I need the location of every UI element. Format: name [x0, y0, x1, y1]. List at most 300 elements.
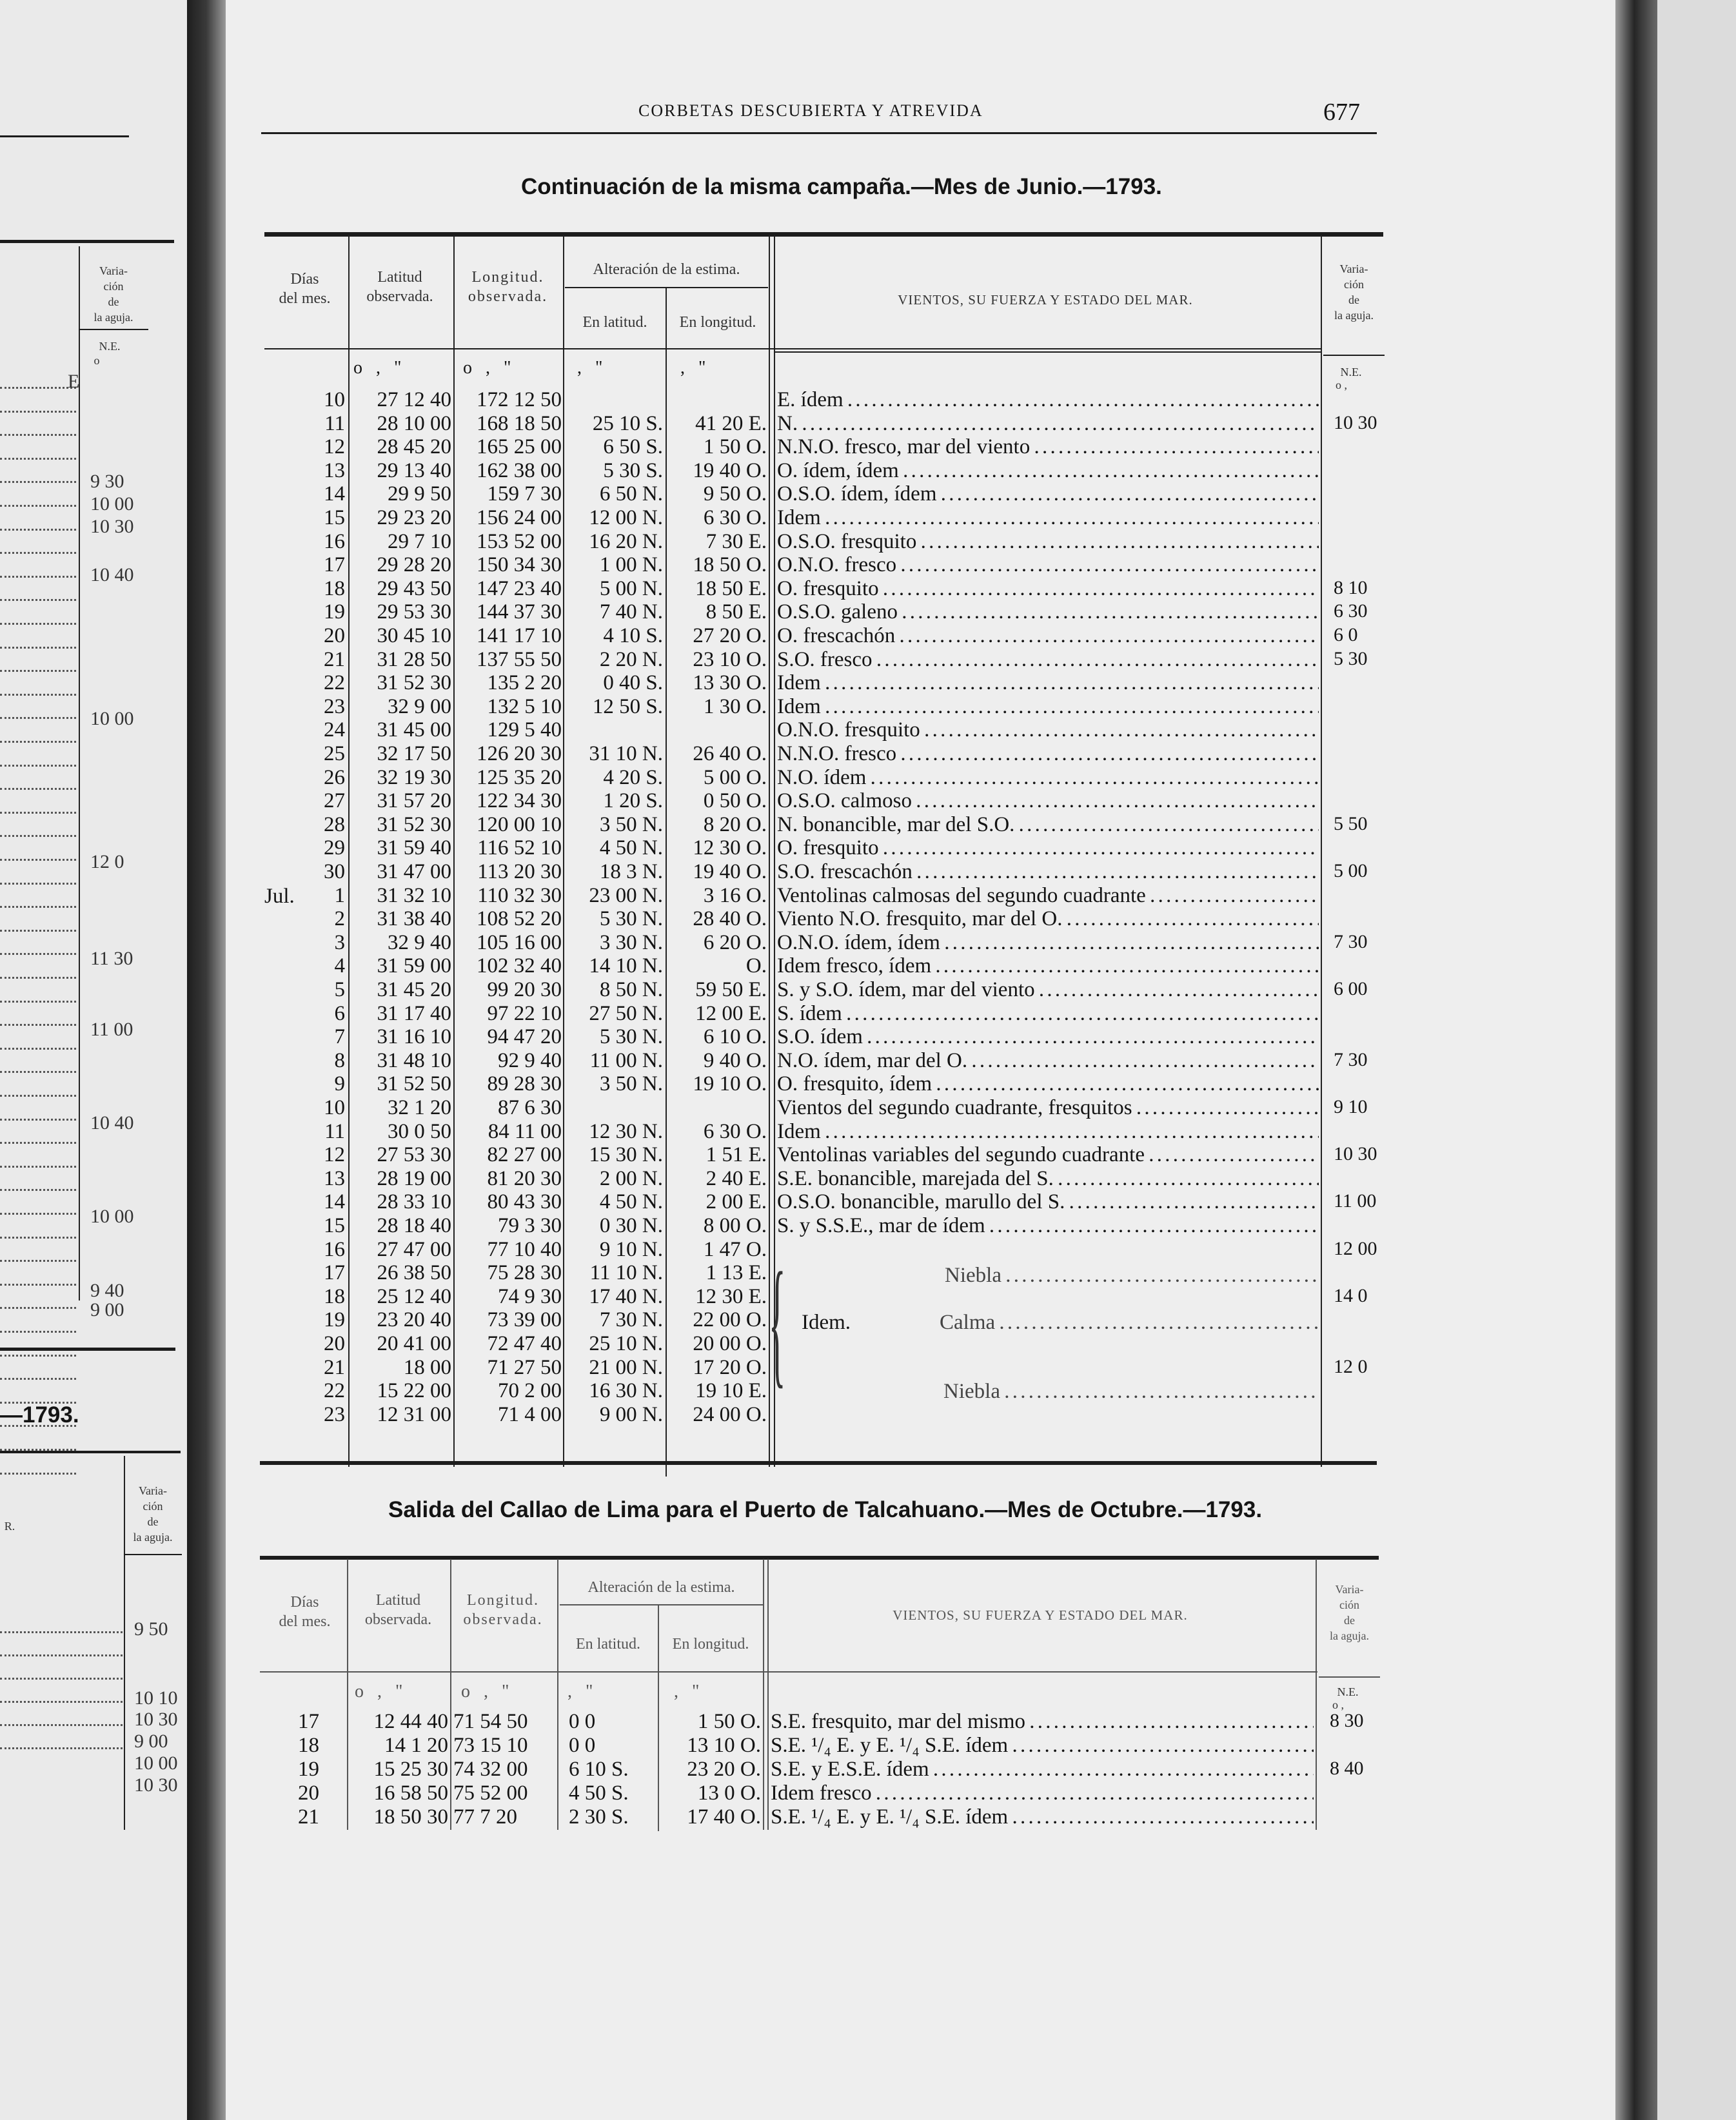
alt-longitude-cell: 17 40 O. — [687, 1805, 761, 1829]
table2-header-variation: Varia- ción de la aguja. — [1330, 1583, 1369, 1642]
latitude-cell: 31 59 00 — [377, 954, 451, 977]
prev-variation-value: 10 10 — [134, 1687, 178, 1709]
alt-longitude-cell: 18 50 O. — [693, 553, 767, 576]
wind-cell — [777, 1049, 1319, 1073]
prev-variation-value: 10 00 — [90, 493, 134, 515]
alt-longitude-cell: 18 50 E. — [695, 577, 767, 600]
table2-title: Salida del Callao de Lima para el Puerto de Talcahuano.—Mes de Octubre.—1793. — [388, 1497, 1263, 1522]
table1-var-deg: o , — [1336, 378, 1347, 391]
alt-longitude-cell: 1 30 O. — [703, 695, 767, 718]
longitude-cell: 102 32 40 — [477, 954, 562, 977]
alt-longitude-cell: 19 40 O. — [693, 459, 767, 482]
latitude-cell: 27 53 30 — [377, 1143, 451, 1166]
longitude-cell: 71 27 50 — [487, 1356, 562, 1379]
table2-var-rule — [1319, 1676, 1380, 1678]
latitude-cell: 29 28 20 — [377, 553, 451, 576]
prev-dot-leader — [0, 694, 76, 697]
wind-cell — [777, 931, 1319, 955]
longitude-cell: 81 20 30 — [487, 1167, 562, 1190]
longitude-cell: 125 35 20 — [477, 766, 562, 789]
alt-longitude-cell: 12 30 O. — [693, 836, 767, 859]
latitude-cell: 23 20 40 — [377, 1308, 451, 1331]
longitude-cell: 159 7 30 — [487, 482, 562, 505]
table1-header-rule — [264, 348, 1322, 349]
table1-header-lat: Latitud observada. — [366, 269, 433, 305]
variation-cell: 8 30 — [1330, 1710, 1364, 1731]
alt-latitude-cell: 5 30 S. — [603, 459, 663, 482]
alt-latitude-cell: 12 00 N. — [589, 506, 663, 529]
prev-dot-leader — [0, 1213, 76, 1216]
prev-header-rule-2 — [124, 1554, 182, 1555]
table1-alt-rule — [565, 287, 768, 288]
longitude-cell: 74 32 00 — [453, 1758, 528, 1781]
alt-latitude-cell: 1 00 N. — [599, 553, 663, 576]
prev-dot-leader — [0, 1189, 76, 1192]
alt-longitude-cell: 1 51 E. — [705, 1143, 767, 1166]
longitude-cell: 137 55 50 — [477, 648, 562, 671]
wind-cell — [771, 1781, 1314, 1805]
longitude-cell: 144 37 30 — [477, 600, 562, 623]
latitude-cell: 31 48 10 — [377, 1049, 451, 1072]
day-cell: 23 — [324, 695, 345, 718]
latitude-cell: 25 12 40 — [377, 1285, 451, 1308]
alt-longitude-cell: 27 20 O. — [693, 624, 767, 647]
alt-longitude-cell: 28 40 O. — [693, 907, 767, 930]
latitude-cell: 31 52 30 — [377, 671, 451, 694]
wind-cell — [777, 836, 1319, 860]
alt-latitude-cell: 6 50 N. — [599, 482, 663, 505]
latitude-cell: 32 1 20 — [388, 1096, 451, 1119]
alt-latitude-cell: 2 20 N. — [599, 648, 663, 671]
longitude-cell: 132 5 10 — [487, 695, 562, 718]
day-cell: 7 — [334, 1025, 345, 1048]
prev-dot-leader — [0, 1284, 76, 1287]
longitude-cell: 172 12 50 — [477, 388, 562, 411]
alt-longitude-cell: 13 30 O. — [693, 671, 767, 694]
latitude-cell: 15 22 00 — [377, 1379, 451, 1402]
alt-longitude-cell: 5 00 O. — [703, 766, 767, 789]
table1-column-line — [348, 235, 350, 1467]
alt-latitude-cell: 2 30 S. — [569, 1805, 629, 1829]
alt-longitude-cell: 1 47 O. — [703, 1238, 767, 1261]
wind-cell — [777, 600, 1319, 624]
day-cell: 10 — [324, 1096, 345, 1119]
wind-text: S. ídem — [777, 1002, 842, 1025]
wind-cell — [777, 742, 1319, 766]
table2-unit-alt-lon: , " — [674, 1682, 700, 1702]
wind-cell — [777, 1002, 1319, 1026]
table1-column-line — [666, 287, 667, 1477]
wind-text: N. bonancible, mar del S.O. — [777, 813, 1015, 836]
alt-longitude-cell: 19 40 O. — [693, 860, 767, 883]
alt-longitude-cell: 0 50 O. — [703, 789, 767, 812]
longitude-cell: 129 5 40 — [487, 718, 562, 741]
wind-cell — [777, 553, 1319, 577]
day-cell: 13 — [324, 459, 345, 482]
table2-unit-alt-lat: , " — [567, 1682, 593, 1702]
wind-text: N.N.O. fresco, mar del viento — [777, 435, 1031, 458]
alt-longitude-cell: 9 40 O. — [703, 1049, 767, 1072]
prev-dot-leader — [0, 1631, 123, 1634]
latitude-cell: 31 32 10 — [377, 884, 451, 907]
longitude-cell: 73 39 00 — [487, 1308, 562, 1331]
prev-dot-leader — [0, 1355, 76, 1358]
variation-cell: 11 00 — [1334, 1190, 1377, 1212]
prev-variation-value: 9 40 — [90, 1280, 124, 1301]
table1-header-day: Días del mes. — [279, 271, 331, 307]
longitude-cell: 110 32 30 — [477, 884, 562, 907]
alt-latitude-cell: 25 10 S. — [592, 412, 663, 435]
prev-dot-leader — [0, 458, 76, 461]
prev-dot-leader — [0, 1678, 123, 1681]
wind-cell — [777, 1025, 1319, 1049]
wind-text: E. ídem — [777, 388, 843, 411]
prev-dot-leader — [0, 883, 76, 886]
prev-dot-leader — [0, 434, 76, 437]
day-cell: 17 — [324, 1261, 345, 1284]
prev-dot-leader — [0, 529, 76, 532]
prev-dot-leader — [0, 906, 76, 909]
day-cell: 12 — [324, 1143, 345, 1166]
alt-longitude-cell: 59 50 E. — [695, 978, 767, 1001]
prev-e-letter: E — [68, 371, 80, 392]
latitude-cell: 12 44 40 — [373, 1710, 448, 1733]
alt-longitude-cell: 23 10 O. — [693, 648, 767, 671]
wind-text: O.N.O. fresco — [777, 553, 897, 576]
prev-dot-leader — [0, 576, 76, 579]
prev-ns-label: N.E. — [99, 340, 121, 353]
wind-text: O. fresquito, ídem — [777, 1072, 932, 1095]
day-cell: 25 — [324, 742, 345, 765]
wind-cell — [777, 624, 1319, 648]
table2-header-alt-lon: En longitud. — [672, 1636, 749, 1653]
day-cell: 15 — [324, 1214, 345, 1237]
day-cell: 19 — [324, 600, 345, 623]
wind-text: O. fresquito — [777, 836, 879, 859]
wind-cell — [777, 718, 1319, 742]
longitude-cell: 113 20 30 — [477, 860, 562, 883]
table1-winds-rule — [774, 351, 1321, 353]
prev-variation-value: 10 40 — [90, 1112, 134, 1134]
table2-var-deg: o , — [1332, 1698, 1344, 1711]
latitude-cell: 27 12 40 — [377, 388, 451, 411]
month-label: Jul. — [264, 885, 295, 908]
wind-cell — [777, 1190, 1319, 1214]
running-head-rule — [261, 132, 1377, 134]
alt-longitude-cell: 13 0 O. — [697, 1781, 761, 1805]
day-cell: 8 — [334, 1049, 345, 1072]
wind-cell — [777, 435, 1319, 459]
day-cell: 16 — [324, 530, 345, 553]
table1-header-alt-lon: En longitud. — [679, 314, 756, 331]
wind-text: O.S.O. ídem, ídem — [777, 482, 937, 505]
latitude-cell: 15 25 30 — [373, 1758, 448, 1781]
longitude-cell: 77 10 40 — [487, 1238, 562, 1261]
wind-cell — [771, 1710, 1314, 1734]
prev-dot-leader — [0, 953, 76, 956]
prev-dot-leader — [0, 1307, 76, 1310]
page-number: 677 — [1323, 99, 1360, 126]
wind-text: O. fresquito — [777, 577, 879, 600]
wind-cell — [777, 954, 1319, 978]
latitude-cell: 18 50 30 — [373, 1805, 448, 1829]
latitude-cell: 14 1 20 — [384, 1734, 448, 1757]
longitude-cell: 168 18 50 — [477, 412, 562, 435]
wind-cell — [771, 1734, 1314, 1758]
latitude-cell: 18 00 — [403, 1356, 451, 1379]
alt-longitude-cell: 1 50 O. — [703, 435, 767, 458]
brace-calma: Calma . . . — [940, 1311, 1319, 1335]
alt-latitude-cell: 11 00 N. — [589, 1049, 663, 1072]
variation-cell: 9 10 — [1334, 1096, 1368, 1117]
day-cell: 16 — [324, 1238, 345, 1261]
longitude-cell: 99 20 30 — [487, 978, 562, 1001]
wind-text: Idem — [777, 506, 821, 529]
prev-dot-leader — [0, 1331, 76, 1334]
prev-dot-leader — [0, 1142, 76, 1145]
book-spine-shadow — [187, 0, 226, 2120]
latitude-cell: 29 13 40 — [377, 459, 451, 482]
alt-latitude-cell: 1 20 S. — [603, 789, 663, 812]
alt-latitude-cell: 4 50 N. — [599, 836, 663, 859]
prev-dot-leader — [0, 670, 76, 673]
alt-latitude-cell: 7 40 N. — [599, 600, 663, 623]
day-cell: 12 — [324, 435, 345, 458]
day-cell: 15 — [324, 506, 345, 529]
table2-column-line — [1316, 1559, 1317, 1830]
wind-text: Idem — [777, 671, 821, 694]
alt-longitude-cell: 2 00 E. — [705, 1190, 767, 1213]
prev-dot-leader — [0, 1473, 76, 1476]
latitude-cell: 29 9 50 — [388, 482, 451, 505]
prev-dot-leader — [0, 717, 76, 720]
latitude-cell: 29 53 30 — [377, 600, 451, 623]
alt-latitude-cell: 5 30 N. — [599, 907, 663, 930]
prev-dot-leader — [0, 387, 76, 390]
prev-heading-tail: —1793. — [0, 1402, 79, 1428]
day-cell: 10 — [324, 388, 345, 411]
day-cell: 1 — [334, 884, 345, 907]
alt-longitude-cell: 8 20 O. — [703, 813, 767, 836]
alt-latitude-cell: 0 0 — [569, 1710, 596, 1733]
alt-latitude-cell: 23 00 N. — [589, 884, 663, 907]
prev-dot-leader — [0, 835, 76, 838]
day-cell: 4 — [334, 954, 345, 977]
table2-header-lat: Latitud observada. — [364, 1592, 432, 1628]
prev-header-rule — [79, 329, 148, 330]
latitude-cell: 31 59 40 — [377, 836, 451, 859]
prev-column-line — [79, 246, 80, 1300]
prev-dot-leader — [0, 599, 76, 602]
wind-cell — [777, 388, 1319, 412]
alt-longitude-cell: O. — [745, 954, 767, 977]
wind-cell — [777, 1167, 1319, 1191]
latitude-cell: 30 0 50 — [388, 1120, 451, 1143]
table1-header-lon: Longitud. observada. — [468, 269, 548, 305]
alt-longitude-cell: 6 10 O. — [703, 1025, 767, 1048]
table1-var-unit: N.E. — [1340, 366, 1362, 378]
day-cell: 21 — [324, 1356, 345, 1379]
table1-header-winds: VIENTOS, SU FUERZA Y ESTADO DEL MAR. — [898, 292, 1193, 308]
longitude-cell: 73 15 10 — [453, 1734, 528, 1757]
latitude-cell: 27 47 00 — [377, 1238, 451, 1261]
prev-dot-leader — [0, 1119, 76, 1122]
wind-text: Idem fresco — [771, 1781, 872, 1805]
wind-text: S.E. bonancible, marejada del S. — [777, 1167, 1054, 1190]
longitude-cell: 89 28 30 — [487, 1072, 562, 1095]
variation-cell: 5 50 — [1334, 813, 1368, 834]
table1-unit-alt-lat: , " — [577, 358, 603, 378]
wind-text: O.N.O. ídem, ídem — [777, 931, 940, 954]
longitude-cell: 105 16 00 — [477, 931, 562, 954]
table2-header-alteration: Alteración de la estima. — [587, 1579, 735, 1596]
alt-latitude-cell: 6 10 S. — [569, 1758, 629, 1781]
day-cell: 26 — [324, 766, 345, 789]
prev-dot-leader — [0, 481, 76, 484]
wind-text: S.O. frescachón — [777, 860, 912, 883]
prev-variation-value: 10 30 — [134, 1774, 178, 1796]
alt-latitude-cell: 2 00 N. — [599, 1167, 663, 1190]
table2-column-line — [557, 1559, 558, 1830]
alt-latitude-cell: 3 30 N. — [599, 931, 663, 954]
alt-longitude-cell: 8 00 O. — [703, 1214, 767, 1237]
longitude-cell: 84 11 00 — [488, 1120, 562, 1143]
day-cell: 18 — [324, 1285, 345, 1308]
prev-dot-leader — [0, 1654, 123, 1658]
table2-column-line — [767, 1559, 769, 1830]
alt-latitude-cell: 9 10 N. — [599, 1238, 663, 1261]
wind-text: O.S.O. fresquito — [777, 530, 917, 553]
table2-header-alt-lat: En latitud. — [576, 1636, 640, 1653]
alt-latitude-cell: 7 30 N. — [599, 1308, 663, 1331]
prev-dot-leader — [0, 647, 76, 650]
wind-cell — [777, 1072, 1319, 1096]
alt-longitude-cell: 8 50 E. — [705, 600, 767, 623]
longitude-cell: 122 34 30 — [477, 789, 562, 812]
alt-latitude-cell: 4 50 N. — [599, 1190, 663, 1213]
longitude-cell: 97 22 10 — [487, 1002, 562, 1025]
prev-dot-leader — [0, 977, 76, 980]
day-cell: 2 — [334, 907, 345, 930]
wind-text: Idem — [777, 1120, 821, 1143]
prev-dot-leader — [0, 1701, 123, 1704]
alt-latitude-cell: 3 50 N. — [599, 813, 663, 836]
prev-dot-leader — [0, 1166, 76, 1169]
prev-r-label: R. — [4, 1520, 15, 1533]
alt-longitude-cell: 6 30 O. — [703, 1120, 767, 1143]
wind-cell — [777, 506, 1319, 530]
variation-cell: 14 0 — [1334, 1285, 1368, 1306]
prev-dot-leader — [0, 1747, 123, 1751]
wind-cell — [777, 577, 1319, 601]
alt-longitude-cell: 1 50 O. — [697, 1710, 761, 1733]
longitude-cell: 75 52 00 — [453, 1781, 528, 1805]
alt-latitude-cell: 12 30 N. — [589, 1120, 663, 1143]
book-gutter — [1615, 0, 1657, 2120]
wind-cell — [777, 884, 1319, 908]
prev-dot-leader — [0, 765, 76, 768]
day-cell: 3 — [334, 931, 345, 954]
table1-header-alt-lat: En latitud. — [582, 314, 647, 331]
variation-cell: 5 30 — [1334, 648, 1368, 669]
alt-latitude-cell: 8 50 N. — [599, 978, 663, 1001]
alt-latitude-cell: 9 00 N. — [599, 1403, 663, 1426]
longitude-cell: 108 52 20 — [477, 907, 562, 930]
latitude-cell: 28 10 00 — [377, 412, 451, 435]
alt-longitude-cell: 24 00 O. — [693, 1403, 767, 1426]
day-cell: 18 — [298, 1734, 319, 1757]
alt-longitude-cell: 20 00 O. — [693, 1332, 767, 1355]
table2-unit-lon: o , " — [461, 1682, 509, 1702]
brace-idem: Idem. — [802, 1311, 851, 1334]
day-cell: 28 — [324, 813, 345, 836]
prev-variation-value: 11 00 — [90, 1019, 133, 1040]
prev-dot-leader — [0, 812, 76, 815]
wind-text: Idem — [777, 695, 821, 718]
alt-longitude-cell: 1 13 E. — [705, 1261, 767, 1284]
wind-cell — [777, 482, 1319, 506]
wind-text: O. ídem, ídem — [777, 459, 899, 482]
table1-header-variation: Varia- ción de la aguja. — [1334, 262, 1374, 322]
day-cell: 21 — [324, 648, 345, 671]
table1-bottom-rule — [260, 1461, 1377, 1465]
latitude-cell: 32 9 00 — [388, 695, 451, 718]
longitude-cell: 135 2 20 — [487, 671, 562, 694]
alt-latitude-cell: 4 50 S. — [569, 1781, 629, 1805]
alt-longitude-cell: 19 10 O. — [693, 1072, 767, 1095]
latitude-cell: 32 19 30 — [377, 766, 451, 789]
alt-longitude-cell: 19 10 E. — [695, 1379, 767, 1402]
wind-cell — [777, 412, 1319, 436]
wind-cell — [777, 813, 1319, 837]
longitude-cell: 71 4 00 — [498, 1403, 562, 1426]
table2-header-winds: VIENTOS, SU FUERZA Y ESTADO DEL MAR. — [893, 1607, 1188, 1623]
prev-table-bottom-rule — [0, 1348, 175, 1351]
prev-var-header: Varia- ción de la aguja. — [94, 264, 133, 324]
wind-text: Idem fresco, ídem — [777, 954, 932, 977]
day-cell: 20 — [298, 1781, 319, 1805]
longitude-cell: 71 54 50 — [453, 1710, 528, 1733]
alt-longitude-cell: 23 20 O. — [687, 1758, 761, 1781]
table1-unit-alt-lon: , " — [680, 358, 706, 378]
wind-cell — [777, 789, 1319, 813]
day-cell: 19 — [324, 1308, 345, 1331]
wind-text: O.S.O. galeno — [777, 600, 898, 623]
wind-text: S.E. ¹/₄ E. y E. ¹/₄ S.E. ídem — [771, 1734, 1009, 1757]
longitude-cell: 141 17 10 — [477, 624, 562, 647]
wind-cell — [777, 671, 1319, 695]
alt-longitude-cell: 41 20 E. — [695, 412, 767, 435]
variation-cell: 5 00 — [1334, 860, 1368, 881]
wind-cell — [777, 907, 1319, 931]
wind-text: S. y S.S.E., mar de ídem — [777, 1214, 985, 1237]
prev-variation-value: 10 30 — [134, 1709, 178, 1730]
longitude-cell: 80 43 30 — [487, 1190, 562, 1213]
wind-text: S.E. y E.S.E. ídem — [771, 1758, 929, 1781]
longitude-cell: 165 25 00 — [477, 435, 562, 458]
wind-text: N. — [777, 412, 798, 435]
day-cell: 17 — [298, 1710, 319, 1733]
longitude-cell: 120 00 10 — [477, 813, 562, 836]
alt-longitude-cell: 26 40 O. — [693, 742, 767, 765]
day-cell: 23 — [324, 1403, 345, 1426]
latitude-cell: 29 7 10 — [388, 530, 451, 553]
prev-dot-leader — [0, 1071, 76, 1074]
prev-variation-value: 10 00 — [90, 1206, 134, 1227]
day-cell: 13 — [324, 1167, 345, 1190]
table1-unit-lon: o , " — [463, 358, 511, 378]
prev-dot-leader — [0, 552, 76, 555]
